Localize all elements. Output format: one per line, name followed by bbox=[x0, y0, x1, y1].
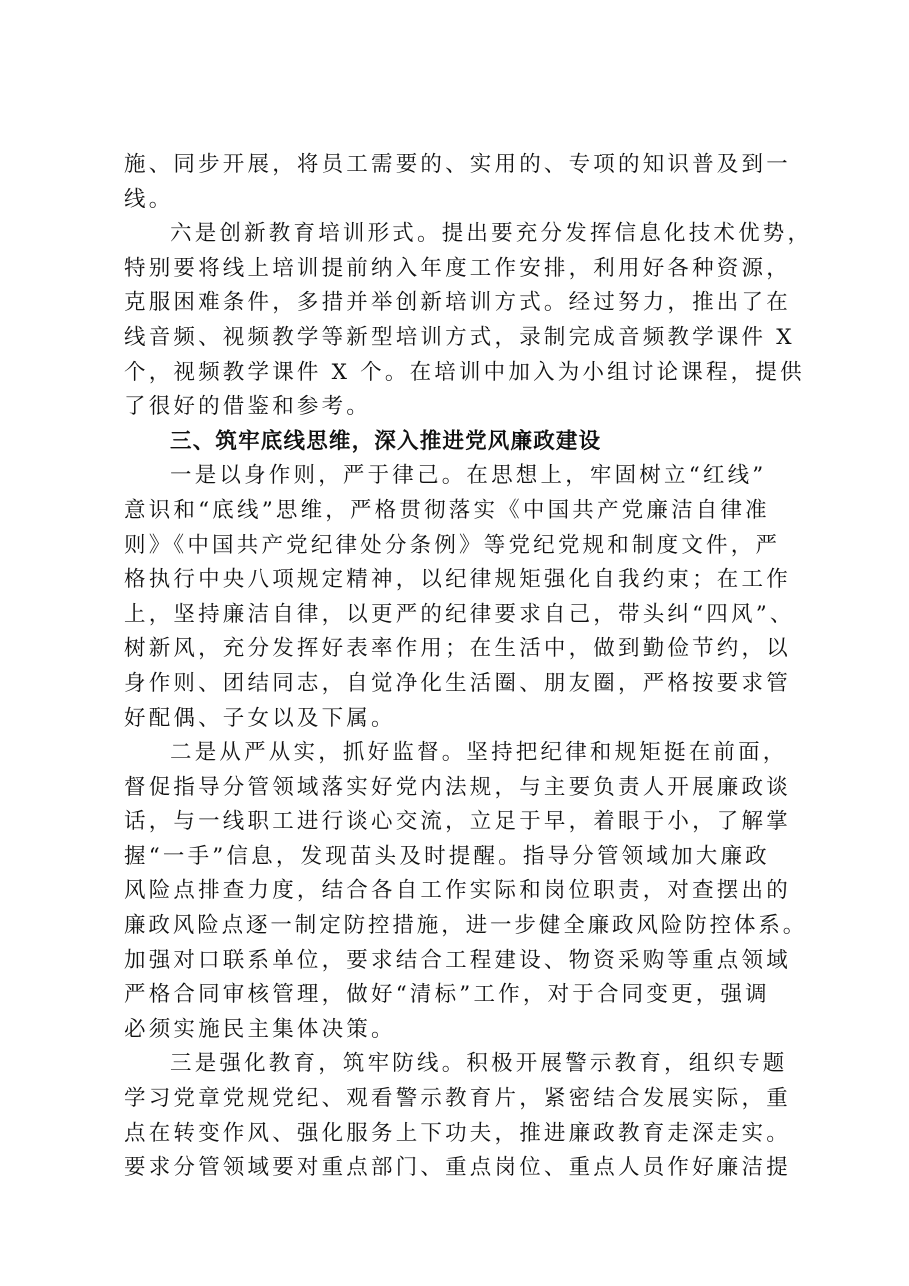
text-line: 六是创新教育培训形式。提出要充分发挥信息化技术优势， bbox=[170, 221, 813, 247]
text-line: 施、同步开展，将员工需要的、实用的、专项的知识普及到一 bbox=[124, 152, 791, 177]
text-line: 严格合同审核管理，做好“清标”工作，对于合同变更，强调 bbox=[124, 982, 770, 1008]
text-line: 学习党章党规党纪、观看警示教育片，紧密结合发展实际，重 bbox=[124, 1086, 791, 1112]
text-line: 意识和“底线”思维，严格贯彻落实《中国共产党廉洁自律准 bbox=[124, 497, 770, 523]
text-line: 树新风，充分发挥好表率作用；在生活中，做到勤俭节约，以 bbox=[124, 636, 791, 662]
text-line: 加强对口联系单位，要求结合工程建设、物资采购等重点领域 bbox=[124, 947, 791, 973]
section-heading: 三、筑牢底线思维，深入推进党风廉政建设 bbox=[170, 428, 602, 454]
text-line: 则》《中国共产党纪律处分条例》等党纪党规和制度文件，严 bbox=[124, 532, 781, 558]
text-line: 格执行中央八项规定精神，以纪律规矩强化自我约束；在工作 bbox=[124, 567, 791, 593]
text-line: 风险点排查力度，结合各自工作实际和岗位职责，对查摆出的 bbox=[124, 878, 791, 904]
text-line: 二是从严从实，抓好监督。坚持把纪律和规矩挺在前面， bbox=[170, 740, 788, 766]
document-body bbox=[124, 148, 813, 1186]
text-line: 握“一手”信息，发现苗头及时提醒。指导分管领域加大廉政 bbox=[124, 843, 770, 869]
text-line: 廉政风险点逐一制定防控措施，进一步健全廉政风险防控体系。 bbox=[124, 913, 808, 939]
text-line: 好配偶、子女以及下属。 bbox=[124, 705, 396, 731]
text-line: 必须实施民主集体决策。 bbox=[124, 1016, 396, 1042]
text-line: 三是强化教育，筑牢防线。积极开展警示教育，组织专题 bbox=[170, 1051, 788, 1077]
text-line: 线音频、视频教学等新型培训方式，录制完成音频教学课件 X bbox=[124, 324, 795, 350]
text-line: 线。 bbox=[124, 186, 174, 212]
text-line: 督促指导分管领域落实好党内法规，与主要负责人开展廉政谈 bbox=[124, 774, 791, 800]
text-line: 点在转变作风、强化服务上下功夫，推进廉政教育走深走实。 bbox=[124, 1120, 791, 1146]
text-line: 话，与一线职工进行谈心交流，立足于早，着眼于小，了解掌 bbox=[124, 809, 791, 835]
text-line: 要求分管领域要对重点部门、重点岗位、重点人员作好廉洁提 bbox=[124, 1155, 791, 1181]
text-line: 克服困难条件，多措并举创新培训方式。经过努力，推出了在 bbox=[124, 290, 791, 316]
text-line: 身作则、团结同志，自觉净化生活圈、朋友圈，严格按要求管 bbox=[124, 670, 791, 696]
text-line: 上，坚持廉洁自律，以更严的纪律要求自己，带头纠“四风”、 bbox=[124, 601, 795, 627]
text-line: 了很好的借鉴和参考。 bbox=[124, 394, 372, 420]
text-line: 个，视频教学课件 X 个。在培训中加入为小组讨论课程，提供 bbox=[124, 359, 805, 385]
text-line: 一是以身作则，严于律己。在思想上，牢固树立“红线” bbox=[170, 463, 767, 489]
text-line: 特别要将线上培训提前纳入年度工作安排，利用好各种资源， bbox=[124, 255, 791, 281]
